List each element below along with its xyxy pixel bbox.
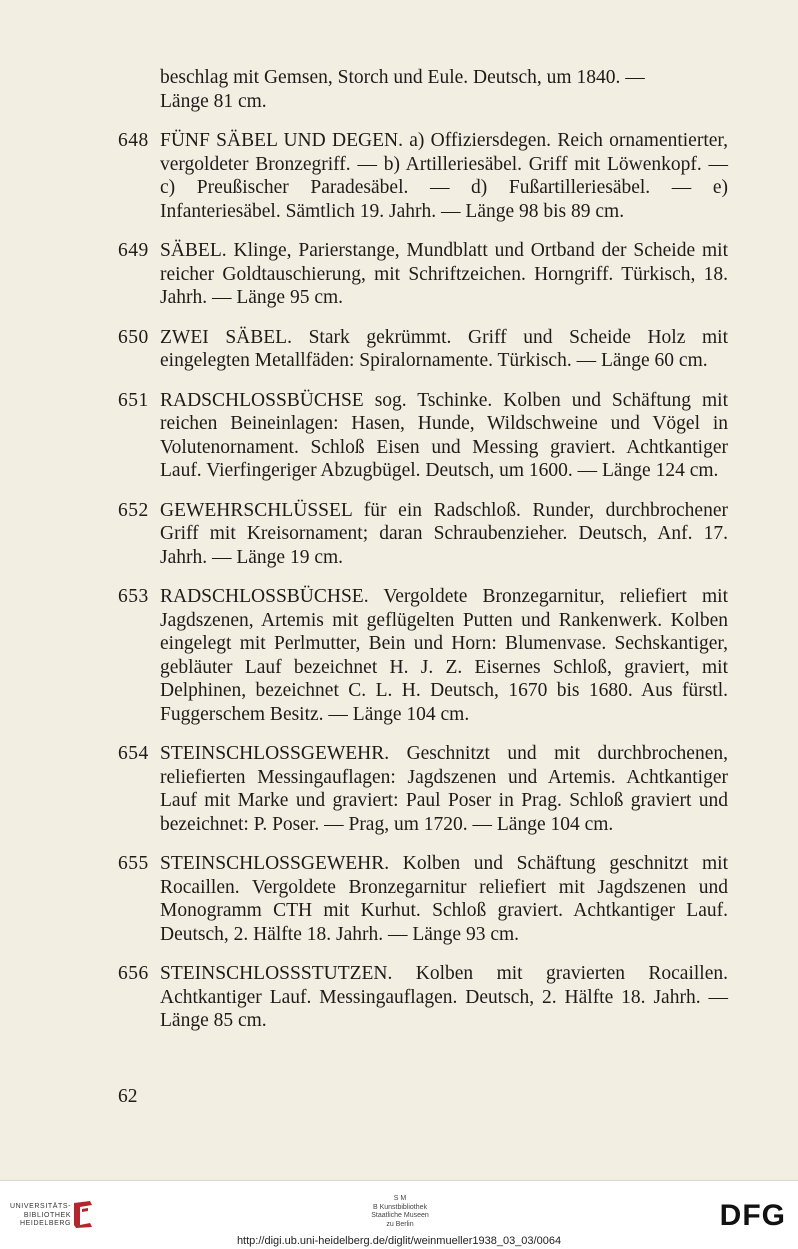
- entry-description: SÄBEL. Klinge, Parierstange, Mundblatt und Ortband der Scheide mit reicher Goldtauschierung, mit Schriftzeichen. Horngriff. Türkisch, 18. Jahrh. — Länge 95 cm.: [160, 240, 728, 308]
- heidelberg-logo-icon: [70, 1199, 96, 1229]
- entry-description: RADSCHLOSSBÜCHSE sog. Tschinke. Kolben und Schäftung mit reichen Beineinlagen: Hasen, Hunde, Wildschweine und Vögel in Volutenornament. Schloß Eisen und Messing graviert. Achtkantiger Lauf. Vierfingeriger Abzugbügel. Deutsch, um 1600. — Länge 124 cm.: [160, 389, 728, 481]
- entry-description: RADSCHLOSSBÜCHSE. Vergoldete Bronzegarnitur, reliefiert mit Jagdszenen, Artemis mit geflügelten Putten und Rankenwerk. Kolben eingelegt mit Perlmutter, Bein und Horn: Blumenvase. Sechskantiger, gebläuter Lauf bezeichnet H. J. Z. Eisernes Schloß, graviert, mit Delphinen, bezeichnet C. L. H. Deutsch, 1670 bis 1680. Aus fürstl. Fuggerschem Besitz. — Länge 104 cm.: [160, 586, 728, 725]
- entry-number: 649: [118, 240, 149, 261]
- entry-number: 648: [118, 130, 149, 151]
- entry-number: 656: [118, 963, 149, 984]
- stamp-line-2: B Kunstbibliothek: [372, 1203, 428, 1211]
- catalog-entry: [118, 742, 728, 836]
- stamp-line-1: S M: [393, 1195, 407, 1202]
- catalog-entry: [118, 962, 728, 1033]
- entry-number: 651: [118, 389, 149, 411]
- catalog-entry: [118, 326, 728, 373]
- page-number: 62: [118, 1086, 138, 1107]
- catalog-entry: [118, 239, 728, 310]
- dfg-logo: DFG: [719, 1199, 786, 1232]
- continued-line-2: Länge 81 cm.: [160, 90, 267, 112]
- entry-description: STEINSCHLOSSGEWEHR. Geschnitzt und mit durchbrochenen, reliefierten Messingauflagen: Jagdszenen und Artemis. Achtkantiger Lauf mit Marke und graviert: Paul Poser in Prag. Schloß graviert und bezeichnet: P. Poser. — Prag, um 1720. — Länge 104 cm.: [160, 743, 728, 835]
- stamp-line-4: zu Berlin: [386, 1220, 414, 1228]
- entry-number: 652: [118, 499, 149, 521]
- uni-line-3: HEIDELBERG: [19, 1220, 72, 1227]
- university-library-label: [10, 1203, 71, 1229]
- library-stamp-text: [330, 1195, 470, 1229]
- catalog-entry: [118, 852, 728, 946]
- entry-description: FÜNF SÄBEL UND DEGEN. a) Offiziersdegen. Reich ornamentierter, vergoldeter Bronzegriff. — b) Artilleriesäbel. Griff mit Löwenkopf. — c) Preußischer Paradesäbel. — d) Fußartilleriesäbel. — e) Infanteriesäbel. Sämtlich 19. Jahrh. — Länge 98 bis 89 cm.: [160, 130, 728, 222]
- viewer-footer: [0, 1180, 798, 1249]
- catalog-entry: [118, 389, 728, 483]
- catalog-entry: [118, 585, 728, 726]
- entry-description: STEINSCHLOSSGEWEHR. Kolben und Schäftung geschnitzt mit Rocaillen. Vergoldete Bronzegarnitur reliefiert mit Jagdszenen und Monogramm CTH mit Kurhut. Schloß graviert. Achtkantiger Lauf. Deutsch, 2. Hälfte 18. Jahrh. — Länge 93 cm.: [160, 853, 728, 945]
- entry-number: 650: [118, 326, 149, 348]
- catalog-text: [118, 66, 728, 1033]
- uni-line-2: BIBLIOTHEK: [23, 1211, 72, 1219]
- entry-number: 655: [118, 853, 149, 874]
- entry-description: STEINSCHLOSSSTUTZEN. Kolben mit gravierten Rocaillen. Achtkantiger Lauf. Messingauflagen. Deutsch, 2. Hälfte 18. Jahrh. — Länge 85 cm.: [160, 963, 728, 1031]
- stamp-line-3: Staatliche Museen: [371, 1212, 429, 1219]
- entry-description: ZWEI SÄBEL. Stark gekrümmt. Griff und Scheide Holz mit eingelegten Metallfäden: Spiralornamente. Türkisch. — Länge 60 cm.: [160, 326, 728, 371]
- continued-entry: [160, 66, 728, 113]
- catalog-entry: [118, 499, 728, 570]
- entry-number: 653: [118, 586, 149, 607]
- continued-line-1: beschlag mit Gemsen, Storch und Eule. Deutsch, um 1840. —: [160, 67, 645, 88]
- catalog-entry: [118, 129, 728, 223]
- entry-description: GEWEHRSCHLÜSSEL für ein Radschloß. Runder, durchbrochener Griff mit Kreisornament; daran Schraubenzieher. Deutsch, Anf. 17. Jahrh. — Länge 19 cm.: [160, 499, 728, 568]
- entry-number: 654: [118, 743, 149, 764]
- entry-list: [118, 129, 728, 1033]
- uni-line-1: UNIVERSITÄTS-: [10, 1203, 72, 1210]
- source-url-link[interactable]: http://digi.ub.uni-heidelberg.de/diglit/weinmueller1938_03_03/0064: [236, 1235, 562, 1247]
